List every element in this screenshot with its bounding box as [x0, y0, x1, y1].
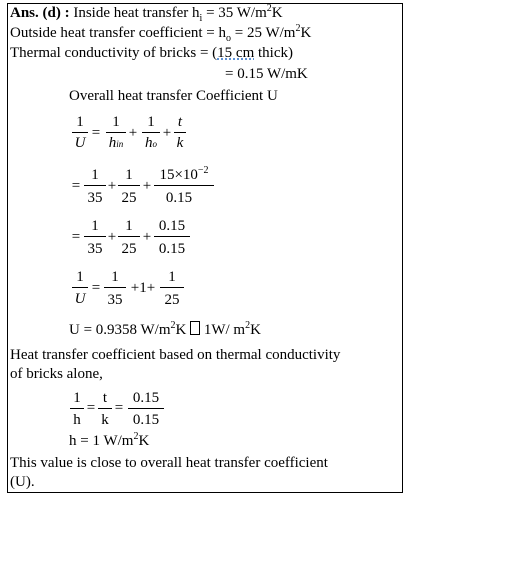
approx-symbol-box: [190, 321, 200, 335]
answer-box: [7, 3, 403, 493]
paragraph-line-1: Heat transfer coefficient based on thermal conductivity: [10, 347, 341, 363]
overall-coefficient-heading: Overall heat transfer Coefficient U: [69, 88, 278, 104]
conclusion-line-2: (U).: [10, 474, 35, 490]
paragraph-line-2: of bricks alone,: [10, 366, 103, 382]
conclusion-line-1: This value is close to overall heat transfer coefficient: [10, 455, 328, 471]
given-inside-coefficient: Ans. (d) : Inside heat transfer $h_i = 35$ $W/m^2K$: [10, 3, 283, 24]
result-overall-coefficient: U = 0.9358 $W/m^2K$ 1W/ $m^2K$: [69, 320, 261, 338]
conductivity-value: = 0.15 W/mK: [225, 66, 308, 82]
given-outside-coefficient: Outside heat transfer coefficient = $h_o = 25$ $W/m^2K$: [10, 23, 312, 44]
result-bricks-coefficient: h = 1 $W/m^2K$: [69, 431, 150, 449]
given-thermal-conductivity: Thermal conductivity of bricks = (15 cm thick): [10, 45, 293, 61]
